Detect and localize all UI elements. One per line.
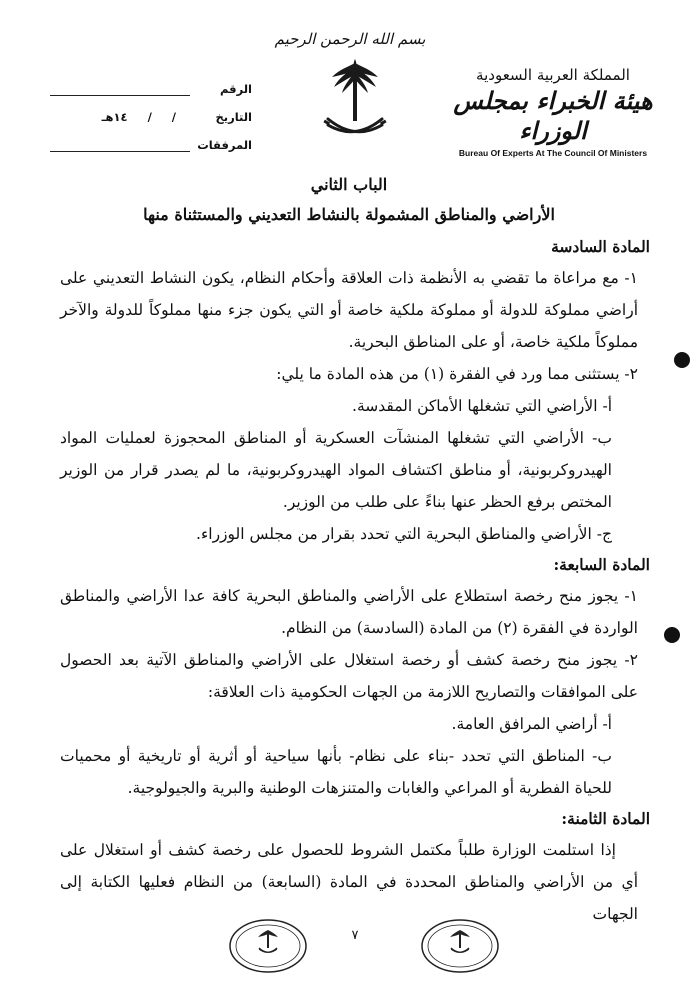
reference-label: الرقم bbox=[220, 82, 252, 96]
bureau-name-english: Bureau Of Experts At The Council Of Ministers bbox=[458, 148, 648, 158]
page-number: ٧ bbox=[351, 928, 359, 943]
date-value: / / ١٤هـ bbox=[101, 110, 176, 124]
article-8-paragraph-1: إذا استلمت الوزارة طلباً مكتمل الشروط للحصول على رخصة كشف أو استغلال على أي من الأراضي والمناطق المحددة في المادة (السابعة) من النظام فعليها الكتابة إلى الجهات bbox=[60, 841, 638, 923]
punch-hole-mark bbox=[664, 627, 680, 643]
article-7-item-a: أ- أراضي المرافق العامة. bbox=[451, 715, 612, 733]
saudi-emblem-icon bbox=[320, 55, 390, 145]
reference-row bbox=[42, 68, 252, 96]
article-6-heading: المادة السادسة bbox=[551, 237, 650, 256]
bismillah: بسم الله الرحمن الرحيم bbox=[274, 30, 426, 48]
chapter-title: الباب الثاني bbox=[310, 175, 388, 194]
date-label: التاريخ bbox=[215, 110, 252, 124]
attachments-row bbox=[42, 124, 252, 152]
document-body bbox=[60, 170, 650, 930]
article-7-paragraph-1: ١- يجوز منح رخصة استطلاع على الأراضي والمناطق البحرية كافة عدا الأراضي والمناطق الواردة في الفقرة (٢) من المادة (السادسة) من النظام. bbox=[60, 587, 638, 637]
article-7-item-b: ب- المناطق التي تحدد -بناء على نظام- بأنها سياحية أو أثرية أو تاريخية أو محميات للحياة الفطرية أو المراعي والغابات والمتنزهات الوطنية والبرية والجيولوجية. bbox=[60, 747, 612, 797]
article-6-paragraph-1: ١- مع مراعاة ما تقضي به الأنظمة ذات العلاقة وأحكام النظام، يكون النشاط التعديني على أراضي مملوكة للدولة أو مملوكة ملكية خاصة أو التي يكون جزء منها مملوكاً للدولة والآخر مملوكاً ملكية خاصة، أو على المناطق البحرية. bbox=[60, 269, 638, 351]
article-6-item-c: ج- الأراضي والمناطق البحرية التي تحدد بقرار من مجلس الوزراء. bbox=[196, 525, 612, 543]
kingdom-name: المملكة العربية السعودية bbox=[476, 66, 630, 84]
article-7-heading: المادة السابعة: bbox=[553, 555, 650, 574]
article-7-paragraph-2: ٢- يجوز منح رخصة كشف أو رخصة استغلال على الأراضي والمناطق الآتية بعد الحصول على الموافقات والتصاريح اللازمة من الجهات الحكومية ذات العلاقة: bbox=[60, 651, 638, 701]
letterhead-reference-block bbox=[42, 68, 252, 152]
punch-hole-mark bbox=[674, 352, 690, 368]
article-6-item-a: أ- الأراضي التي تشغلها الأماكن المقدسة. bbox=[352, 397, 612, 415]
bureau-name-arabic: هيئة الخبراء بمجلس الوزراء bbox=[453, 86, 653, 145]
official-stamp-secretariat bbox=[420, 918, 500, 974]
article-8-heading: المادة الثامنة: bbox=[561, 809, 650, 828]
date-row bbox=[42, 96, 252, 124]
reference-line bbox=[50, 81, 190, 96]
attachments-line bbox=[50, 137, 190, 152]
article-6-paragraph-2: ٢- يستثنى مما ورد في الفقرة (١) من هذه المادة ما يلي: bbox=[276, 365, 638, 383]
chapter-subtitle: الأراضي والمناطق المشمولة بالنشاط التعديني والمستثناة منها bbox=[143, 205, 555, 224]
official-stamp-bureau bbox=[228, 918, 308, 974]
attachments-label: المرفقات bbox=[197, 138, 252, 152]
article-6-item-b: ب- الأراضي التي تشغلها المنشآت العسكرية أو المناطق المحجوزة لعمليات المواد الهيدروكربونية، أو مناطق اكتشاف المواد الهيدروكربونية، ما لم يصدر قرار من الوزير المختص برفع الحظر عنها بناءً على طلب من الوزير. bbox=[60, 429, 612, 511]
letterhead-organization bbox=[448, 66, 658, 158]
